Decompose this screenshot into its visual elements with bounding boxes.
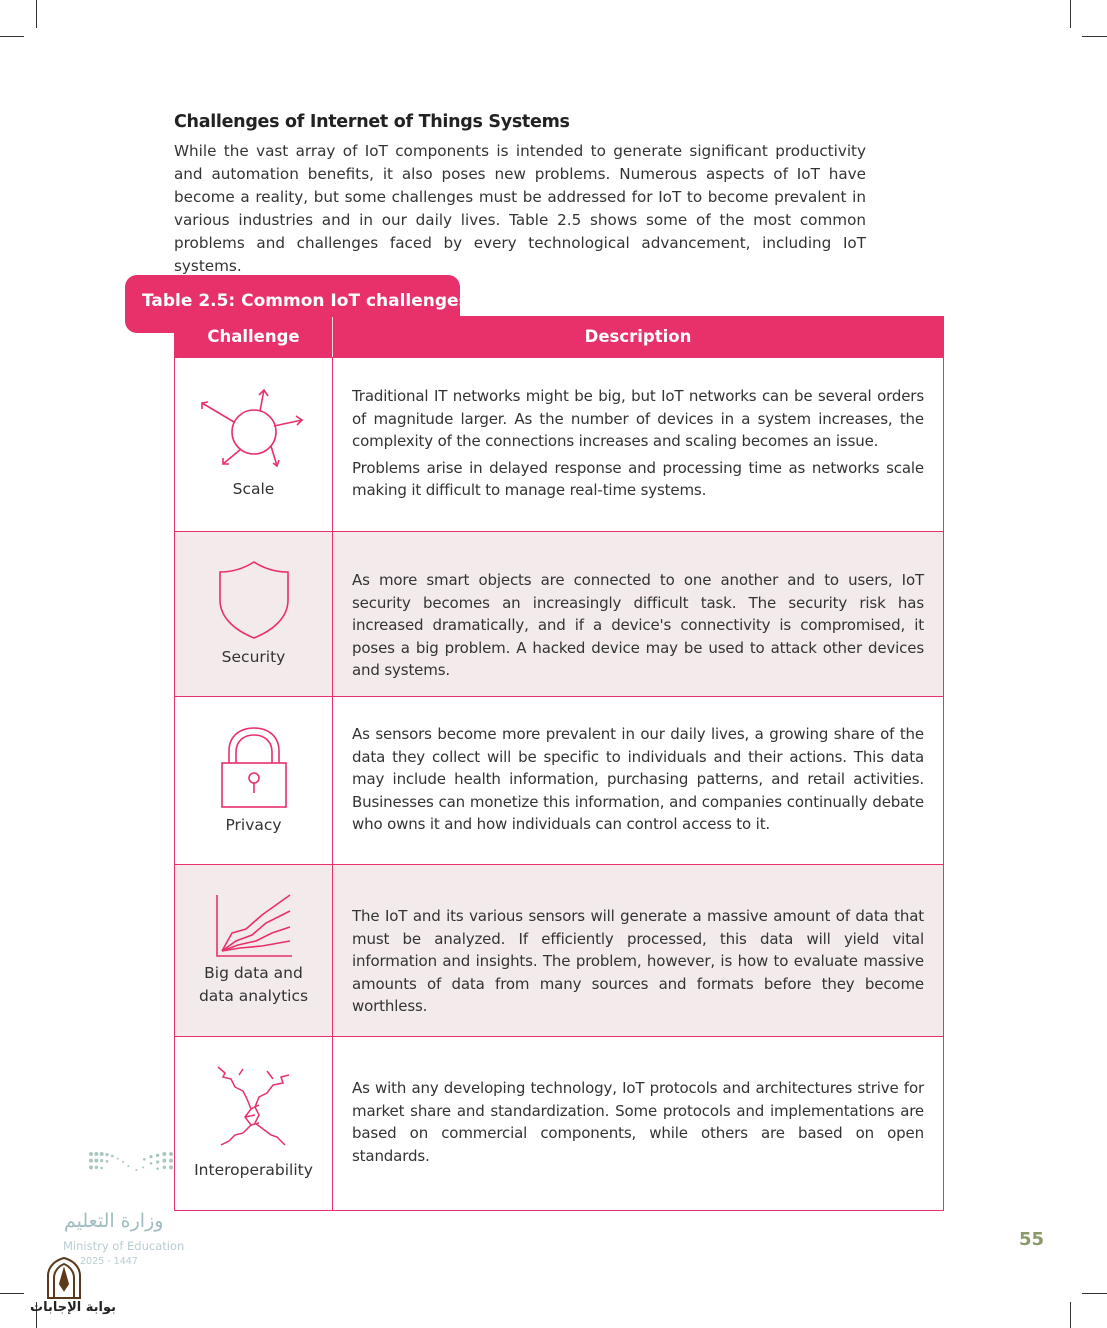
- tangled-lines-icon: [215, 1065, 293, 1149]
- description-paragraph: As with any developing technology, IoT protocols and architectures strive for market share and standardization. Some protocols and implementations are based on commercial components, while others are based on open standards.: [352, 1079, 924, 1165]
- crop-mark: [1070, 0, 1071, 28]
- section-title: Challenges of Internet of Things Systems: [174, 112, 570, 132]
- table-row-privacy: [175, 696, 943, 864]
- crop-mark: [1082, 36, 1107, 37]
- table-row-security: [175, 531, 943, 696]
- description-paragraph: The IoT and its various sensors will generate a massive amount of data that must be analyzed. If efficiently processed, this data will yield vital information and insights. The problem, however, is how to evaluate massive amounts of data from many sources and formats before they become worthless.: [352, 907, 924, 1016]
- scale-icon: [199, 386, 309, 472]
- challenge-label: Interoperability: [194, 1161, 313, 1179]
- challenge-cell: [175, 532, 332, 696]
- description-text: [352, 1077, 924, 1171]
- line-chart-icon: [214, 893, 294, 959]
- challenges-table: [174, 316, 944, 1211]
- page-number: 55: [1019, 1229, 1045, 1250]
- crop-mark: [0, 1293, 24, 1294]
- challenge-cell: [175, 697, 332, 864]
- description-paragraph: Problems arise in delayed response and processing time as networks scale making it difficult to manage real-time systems.: [352, 458, 924, 500]
- description-paragraph: Traditional IT networks might be big, but IoT networks can be several orders of magnitude larger. As the number of devices in a system increases, the complexity of the connections increases and scaling becomes an issue.: [352, 387, 924, 451]
- ministry-name-arabic: وزارة التعليم: [64, 1210, 164, 1232]
- crop-mark: [0, 36, 24, 37]
- description-text: [352, 385, 924, 506]
- column-divider: [332, 317, 333, 357]
- intro-paragraph: While the vast array of IoT components is intended to generate significant productivity and automation benefits, it also poses new problems. Numerous aspects of IoT have become a reality, but some challenges must be addressed for IoT to become prevalent in various industries and in our daily lives. Table 2.5 shows some of the most common problems and challenges faced by every technological advancement, including IoT systems.: [174, 142, 866, 275]
- crop-mark: [36, 0, 37, 28]
- description-paragraph: As more smart objects are connected to one another and to users, IoT security becomes an increasingly difficult task. The security risk has increased dramatically, and if a device's connectivity is compromised, it poses a big problem. A hacked device may be used to attack other devices and systems.: [352, 571, 924, 680]
- challenge-label: Scale: [232, 480, 275, 498]
- table-row-interoperability: [175, 1036, 943, 1210]
- challenge-label: Security: [221, 648, 286, 666]
- shield-icon: [217, 560, 291, 640]
- challenge-cell: [175, 358, 332, 531]
- table-header: [175, 317, 943, 357]
- table-caption: Table 2.5: Common IoT challenges: [142, 291, 469, 311]
- table-row-big-data: [175, 864, 943, 1036]
- portal-name: بوابة الإجابات: [30, 1300, 116, 1315]
- column-divider: [332, 317, 333, 1210]
- description-text: [352, 569, 924, 686]
- ministry-year: 2025 - 1447: [80, 1256, 138, 1267]
- ministry-name-english: Ministry of Education: [63, 1239, 185, 1253]
- challenge-label: Big data and: [204, 964, 303, 982]
- header-description: Description: [584, 327, 692, 346]
- description-text: [352, 723, 924, 840]
- challenge-cell: [175, 865, 332, 1036]
- challenge-label: data analytics: [198, 987, 309, 1005]
- description-paragraph: As sensors become more prevalent in our daily lives, a growing share of the data they collect will be specific to individuals and their actions. This data may include health information, purchasing patterns, and retail activities. Businesses can monetize this information, and companies continually debate who owns it and how individuals can control access to it.: [352, 725, 924, 834]
- table-row-scale: [175, 357, 943, 531]
- portal-emblem-icon: [44, 1256, 84, 1300]
- crop-mark: [1070, 1302, 1071, 1328]
- padlock-icon: [219, 725, 289, 811]
- challenge-label: Privacy: [225, 816, 282, 834]
- description-text: [352, 905, 924, 1022]
- crop-mark: [1082, 1293, 1107, 1294]
- header-challenge: Challenge: [207, 327, 300, 346]
- ministry-logo-dots: [62, 1150, 212, 1190]
